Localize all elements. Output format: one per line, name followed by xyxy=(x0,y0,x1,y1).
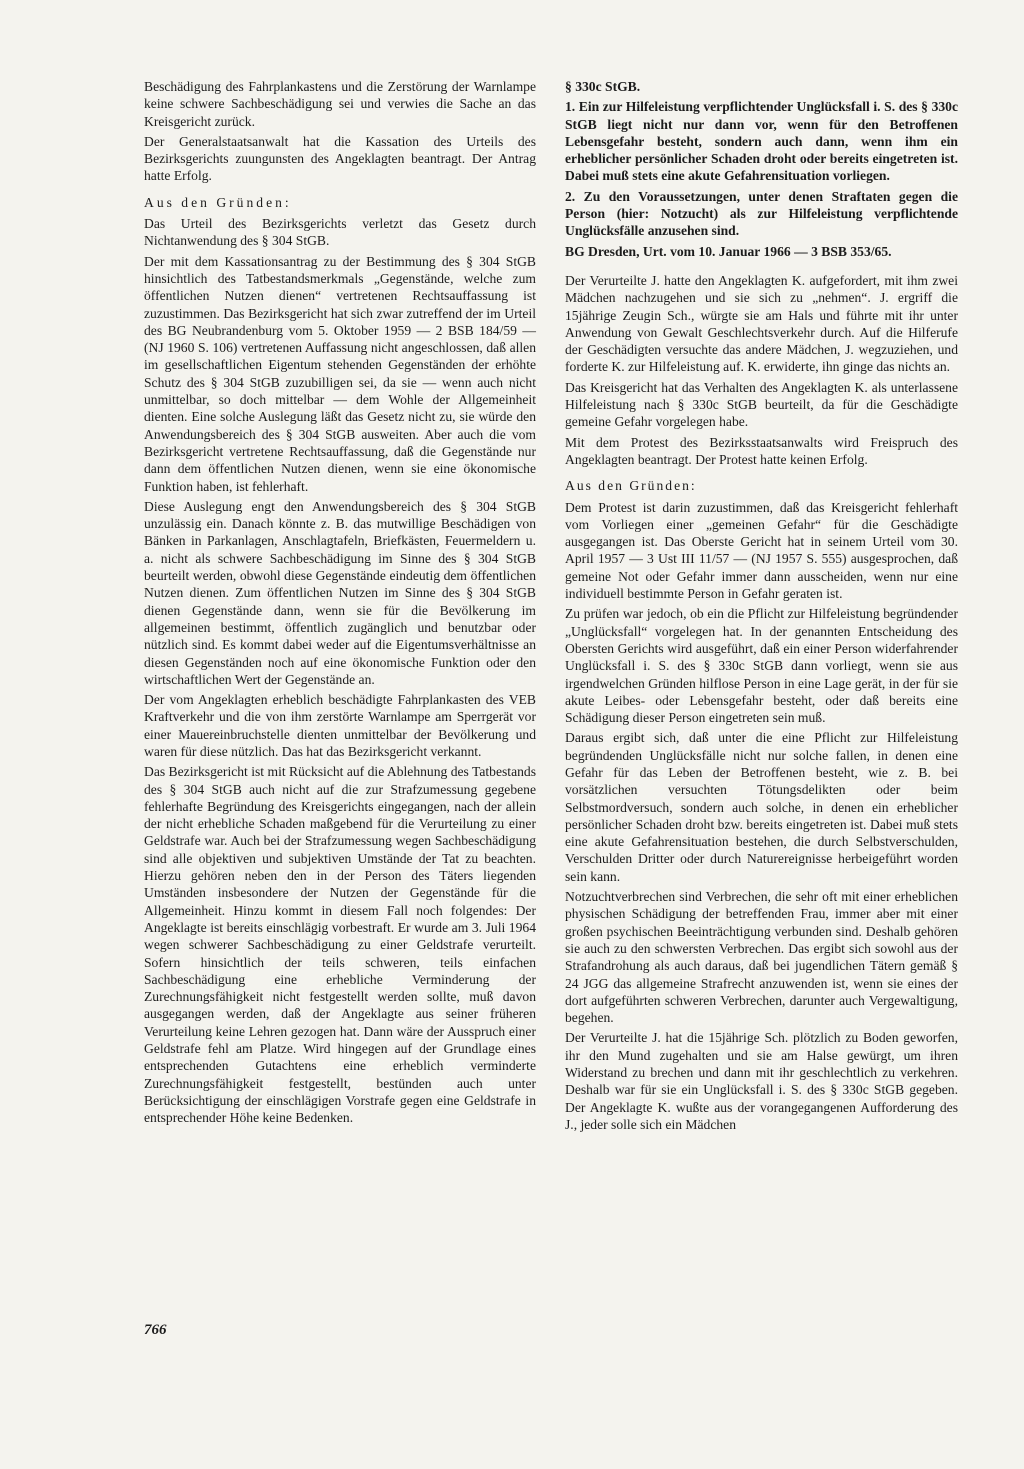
headnote: 2. Zu den Voraussetzungen, unter denen Straftaten gegen die Person (hier: Notzucht) als zur Hilfeleistung verpflichtende Unglücksfälle anzusehen sind. xyxy=(565,188,958,239)
paragraph: Diese Auslegung engt den Anwendungsbereich des § 304 StGB unzulässig ein. Danach könnte z. B. das mutwillige Beschädigen von Bänken in Parkanlagen, Anschlagtafeln, Briefkästen, Feuermeldern u. a. nicht als schwere Sachbeschädigung im Sinne des § 304 StGB beurteilt werden, obwohl diese Gegenstände eindeutig dem öffentlichen Nutzen dienen. Zum öffentlichen Nutzen im Sinne des § 304 StGB dienen Gegenstände dann, wenn sie für die Bevölkerung im allgemeinen bestimmt, öffentlich zugänglich und benutzbar oder nützlich sind. Es kommt dabei weder auf die Eigentumsverhältnisse an diesen Gegenständen noch auf eine ökonomische Funktion oder den wirtschaftlichen Wert der Gegenstände an. xyxy=(144,498,536,687)
left-column xyxy=(144,78,536,1130)
paragraph: Das Urteil des Bezirksgerichts verletzt das Gesetz durch Nichtanwendung des § 304 StGB. xyxy=(144,216,536,249)
paragraph: Mit dem Protest des Bezirksstaatsanwalts wird Freispruch des Angeklagten beantragt. Der Protest hatte keinen Erfolg. xyxy=(565,434,958,467)
paragraph: Notzuchtverbrechen sind Verbrechen, die sehr oft mit einer erheblichen physischen Schädigung der betreffenden Frau, immer aber mit einer großen psychischen Beeinträchtigung verbunden sind. Deshalb gehören sie auch zu den schwersten Verbrechen. Das ergibt sich sowohl aus der Strafandrohung als auch daraus, daß bei jugendlichen Tätern gemäß § 24 JGG das allgemeine Strafrecht anzuwenden ist, wenn sie eines der dort aufgeführten schweren Verbrechen, darunter auch Vergewaltigung, begehen. xyxy=(565,889,958,1026)
paragraph: Der Verurteilte J. hatte den Angeklagten K. aufgefordert, mit ihm zwei Mädchen nachzugehen und sie sich zu „nehmen“. J. ergriff die 15jährige Zeugin Sch., würgte sie am Hals und führte mit ihr unter Anwendung von Gewalt Geschlechtsverkehr durch. Auf die Hilferufe der Geschädigten versuchte das andere Mädchen, J. wegzuziehen, und forderte K. zur Hilfeleistung auf. K. erwiderte, ihn ginge das nichts an. xyxy=(565,272,958,375)
paragraph: Der vom Angeklagten erheblich beschädigte Fahrplankasten des VEB Kraftverkehr und die von ihm zerstörte Warnlampe am Sperrgerät vor einer Mauereinbruchstelle dienten unmittelbar der Bevölkerung und waren für diese nützlich. Das hat das Bezirksgericht verkannt. xyxy=(144,692,536,759)
section-heading: Aus den Gründen: xyxy=(144,194,292,210)
paragraph: Beschädigung des Fahrplankastens und die Zerstörung der Warnlampe keine schwere Sachbeschädigung sei und verwies die Sache an das Kreisgericht zurück. xyxy=(144,79,536,129)
paragraph: Der Generalstaatsanwalt hat die Kassation des Urteils des Bezirksgerichts zuungunsten des Angeklagten beantragt. Der Antrag hatte Erfolg. xyxy=(144,133,536,184)
paragraph: Zu prüfen war jedoch, ob ein die Pflicht zur Hilfeleistung begründender „Unglücksfall“ vorgelegen hat. In der genannten Entscheidung des Obersten Gerichts wird ausgeführt, daß ein einer Person widerfahrender Unglücksfall i. S. des § 330c StGB dann vorliegt, wenn sie aus irgendwelchen Gründen hilflose Person in eine Lage gerät, in der für sie akute Leibes- oder Lebensgefahr besteht, oder daß bereits eine Schädigung dieser Person eingetreten sein muß. xyxy=(565,606,958,726)
page-number: 766 xyxy=(144,1322,167,1338)
paragraph: Der mit dem Kassationsantrag zu der Bestimmung des § 304 StGB hinsichtlich des Tatbestandsmerkmals „Gegenstände, welche zum öffentlichen Nutzen dienen“ vertretenen Rechtsauffassung ist zuzustimmen. Das Bezirksgericht hat sich zwar zutreffend der im Urteil des BG Neubrandenburg vom 5. Oktober 1959 — 2 BSB 184/59 — (NJ 1960 S. 106) vertretenen Auffassung nicht angeschlossen, daß allen im gesellschaftlichen Eigentum stehenden Gegenständen der erhöhte Schutz des § 304 StGB zuzubilligen sei, da sie — wenn auch nicht unmittelbar, so doch mittelbar — dem Wohle der Allgemeinheit dienten. Eine solche Auslegung läßt das Gesetz nicht zu, sie würde den Anwendungsbereich des § 304 StGB ausweiten. Aber auch die vom Bezirksgericht vertretene Rechtsauffassung, daß die Gegenstände nur dann dem öffentlichen Nutzen dienen, wenn sie eine ökonomische Funktion haben, ist fehlerhaft. xyxy=(144,253,536,494)
paragraph: Daraus ergibt sich, daß unter die eine Pflicht zur Hilfeleistung begründenden Unglücksfälle nicht nur solche fallen, in denen eine Gefahr für das Leben der Betroffenen besteht, wie z. B. bei vorsätzlichen versuchten Tötungsdelikten oder beim Selbstmordversuch, sondern auch solche, in denen ein erheblicher persönlicher Schaden droht bzw. bereits eingetreten ist. Dabei muß stets eine akute Gefahrensituation bestehen, die durch Selbstverschulden, Verschulden Dritter oder durch Naturereignisse herbeigeführt worden sein kann. xyxy=(565,730,958,884)
paragraph: Das Bezirksgericht ist mit Rücksicht auf die Ablehnung des Tatbestands des § 304 StGB auch nicht auf die zur Strafzumessung gegebene fehlerhafte Begründung des Kreisgerichts eingegangen, nach der allein der nicht erhebliche Schaden maßgebend für die Verurteilung zu einer Geldstrafe war. Auch bei der Strafzumessung wegen Sachbeschädigung sind alle objektiven und subjektiven Umstände der Tat zu beachten. Hierzu gehören neben den in der Person des Täters liegenden Umständen insbesondere der Nutzen der Gegenstände für die Allgemeinheit. Hinzu kommt in diesem Fall noch folgendes: Der Angeklagte ist bereits einschlägig vorbestraft. Er wurde am 3. Juli 1964 wegen schwerer Sachbeschädigung zu einer Geldstrafe verurteilt. Sofern hinsichtlich der teils schweren, teils einfachen Sachbeschädigung eine erhebliche Verminderung der Zurechnungsfähigkeit nicht festgestellt werden sollte, muß davon ausgegangen werden, daß der Angeklagte aus seiner früheren Verurteilung keine Lehren gezogen hat. Dann wäre der Ausspruch einer Geldstrafe fehl am Platze. Wird hingegen auf der Grundlage eines entsprechenden Gutachtens eine erheblich verminderte Zurechnungsfähigkeit festgestellt, bestünden auch unter Berücksichtigung der einschlägigen Vorstrafe gegen eine Geldstrafe in entsprechender Höhe keine Bedenken. xyxy=(144,764,536,1126)
paragraph: Dem Protest ist darin zuzustimmen, daß das Kreisgericht fehlerhaft vom Vorliegen einer „gemeinen Gefahr“ für die Geschädigte ausgegangen ist. Das Oberste Gericht hat in seinem Urteil vom 30. April 1957 — 3 Ust III 11/57 — (NJ 1957 S. 555) ausgesprochen, daß gemeine Not oder Gefahr immer dann ausscheiden, wenn nur eine individuell bestimmte Person in Gefahr geraten ist. xyxy=(565,499,958,602)
headnote: 1. Ein zur Hilfeleistung verpflichtender Unglücksfall i. S. des § 330c StGB liegt nicht nur dann vor, wenn für den Betroffenen Lebensgefahr besteht, sondern auch dann, wenn ihm ein erheblicher persönlicher Schaden droht oder bereits eingetreten ist. Dabei muß stets eine akute Gefahrensituation vorliegen. xyxy=(565,99,958,184)
paragraph: Das Kreisgericht hat das Verhalten des Angeklagten K. als unterlassene Hilfeleistung nach § 330c StGB beurteilt, da für die Geschädigte gemeine Gefahr vorgelegen habe. xyxy=(565,379,958,430)
right-column xyxy=(565,78,958,1136)
paragraph: Der Verurteilte J. hat die 15jährige Sch. plötzlich zu Boden geworfen, ihr den Mund zugehalten und sie am Halse gewürgt, um ihren Widerstand zu brechen und dann mit ihr geschlechtlich zu verkehren. Deshalb war für sie ein Unglücksfall i. S. des § 330c StGB gegeben. Der Angeklagte K. wußte aus der vorangegangenen Aufforderung des J., jeder solle sich ein Mädchen xyxy=(565,1030,958,1132)
statute-heading: § 330c StGB. xyxy=(565,79,641,94)
court-citation: BG Dresden, Urt. vom 10. Januar 1966 — 3 BSB 353/65. xyxy=(565,243,892,259)
section-heading: Aus den Gründen: xyxy=(565,478,697,494)
